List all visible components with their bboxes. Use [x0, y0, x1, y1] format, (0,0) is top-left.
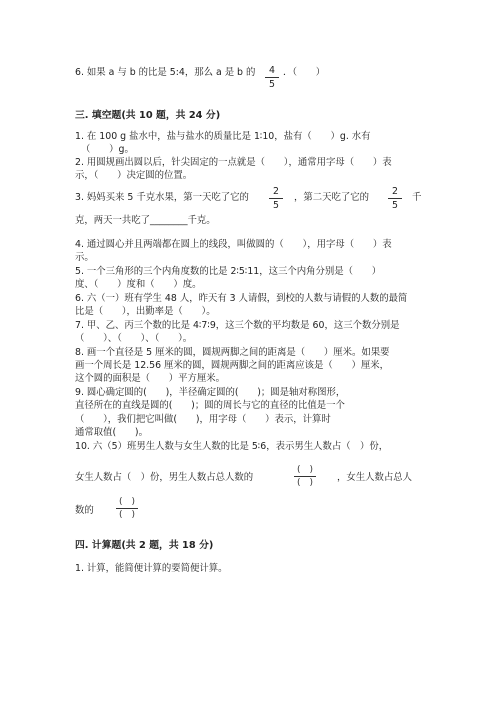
- fill-line: ，女生人数占总人: [337, 472, 413, 483]
- fill-line: 示，（ ）决定圆的位置。: [75, 170, 193, 181]
- fill-line: 1. 在 100 g 盐水中，盐与盐水的质量比是 1∶10，盐有（ ）g. 水有: [75, 131, 371, 142]
- fill-line: 通常取值( )。: [75, 427, 148, 438]
- fill-line: 比是（ ），出勤率是（ ）。: [75, 306, 216, 317]
- calc-instruction: 1. 计算，能简便计算的要简便计算。: [75, 563, 228, 574]
- fill-line: 这个圆的面积是（ ）平方厘米。: [75, 373, 226, 384]
- fill-line: （ ）g。: [81, 144, 134, 155]
- fill-line: 10. 六（5）班男生人数与女生人数的比是 5∶6，表示男生人数占（ ）份，: [75, 441, 389, 452]
- fill-line: 6. 六（一）班有学生 48 人，昨天有 3 人请假，到校的人数与请假的人数的最简: [75, 293, 408, 304]
- q6-tail: ．（ ）: [283, 67, 326, 78]
- fill-line: 9. 圆心确定圆的( )，半径确定圆的( )；圆是轴对称图形，: [75, 387, 346, 398]
- fill-line: 5. 一个三角形的三个内角度数的比是 2∶5∶11，这三个内角分别是（ ）: [75, 266, 382, 277]
- q3-fraction-1: 2 5: [269, 186, 283, 211]
- fill-line: 7. 甲、乙、丙三个数的比是 4∶7∶9，这三个数的平均数是 60，这三个数分别是: [75, 320, 400, 331]
- section-4-title: 四. 计算题(共 2 题，共 18 分): [75, 540, 214, 551]
- fill-line: 女生人数占（ ）份，男生人数占总人数的: [75, 472, 254, 483]
- q6-text: 6. 如果 a 与 b 的比是 5:4，那么 a 是 b 的: [75, 67, 256, 78]
- fill-line: 2. 用圆规画出圆以后，针尖固定的一点就是（ ），通常用字母（ ）表: [75, 157, 392, 168]
- fill-line: 数的: [75, 505, 94, 516]
- q6-fraction: 4 5: [265, 65, 279, 90]
- fill-line: ，第二天吃了它的: [294, 192, 370, 203]
- fill-line: （ ）、（ ）、（ ）。: [75, 333, 193, 344]
- fill-line: 画一个周长是 12.56 厘米的圆，圆规两脚之间的距离应该是（ ）厘米，: [75, 360, 390, 371]
- fill-line: 度、（ ）度和（ ）度。: [75, 279, 202, 290]
- fill-line: 3. 妈妈买来 5 千克水果，第一天吃了它的: [75, 192, 249, 203]
- fill-line: 8. 画一个直径是 5 厘米的圆，圆规两脚之间的距离是（ ）厘米。如果要: [75, 347, 390, 358]
- fill-line: 4. 通过圆心并且两端都在圆上的线段，叫做圆的（ ），用字母（ ）表: [75, 239, 392, 250]
- fill-line: 直径所在的直线是圆的( )；圆的周长与它的直径的比值是一个: [75, 400, 345, 411]
- section-3-title: 三. 填空题(共 10 题，共 24 分): [75, 110, 221, 121]
- fill-line: 示。: [75, 252, 94, 263]
- blank-fraction: ( ) ( ): [114, 497, 140, 520]
- fill-line: （ ），我们把它叫做( )，用字母（ ）表示，计算时: [75, 414, 331, 425]
- q3-fraction-2: 2 5: [388, 186, 402, 211]
- fill-line: 克，两天一共吃了________千克。: [75, 215, 216, 226]
- fill-line: 千: [412, 192, 422, 203]
- blank-fraction: ( ) ( ): [292, 465, 318, 488]
